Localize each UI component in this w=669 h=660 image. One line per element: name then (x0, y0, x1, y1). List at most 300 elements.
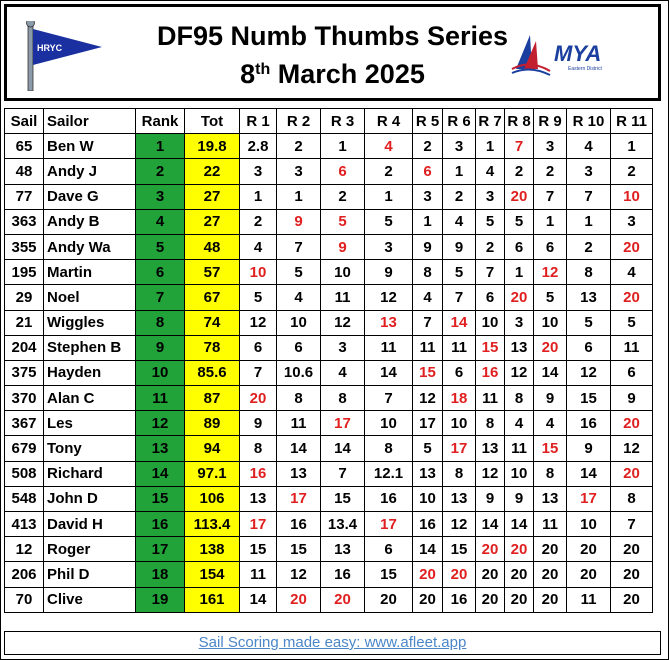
total-cell: 94 (185, 436, 240, 461)
race-score-cell: 8 (476, 411, 505, 436)
total-cell: 154 (185, 562, 240, 587)
race-score-cell: 9 (611, 386, 653, 411)
column-header: R 4 (365, 109, 413, 134)
rank-cell: 15 (136, 486, 185, 511)
race-score-cell: 17 (321, 411, 365, 436)
race-score-cell: 1 (277, 184, 321, 209)
column-header: R 10 (567, 109, 611, 134)
sailor-name-cell: Tony (44, 436, 136, 461)
total-cell: 27 (185, 209, 240, 234)
race-score-cell: 3 (365, 234, 413, 259)
race-score-cell: 20 (476, 537, 505, 562)
title-line2: 8th March 2025 (240, 59, 425, 89)
race-score-cell: 17 (443, 436, 476, 461)
race-score-cell: 17 (277, 486, 321, 511)
rank-cell: 17 (136, 537, 185, 562)
race-score-cell: 4 (611, 260, 653, 285)
race-score-cell: 5 (476, 209, 505, 234)
sailor-name-cell: Phil D (44, 562, 136, 587)
race-score-cell: 12 (240, 310, 277, 335)
sail-number-cell: 48 (5, 159, 44, 184)
race-score-cell: 13 (476, 436, 505, 461)
race-score-cell: 11 (505, 436, 534, 461)
sail-number-cell: 413 (5, 512, 44, 537)
race-score-cell: 16 (240, 461, 277, 486)
race-score-cell: 20 (611, 587, 653, 612)
table-row (5, 234, 653, 259)
total-cell: 106 (185, 486, 240, 511)
race-score-cell: 8 (505, 386, 534, 411)
table-row (5, 486, 653, 511)
race-score-cell: 13 (277, 461, 321, 486)
sail-number-cell: 77 (5, 184, 44, 209)
race-score-cell: 8 (567, 260, 611, 285)
race-score-cell: 15 (240, 537, 277, 562)
mya-logo-text: MYA (554, 41, 602, 66)
race-score-cell: 2.8 (240, 134, 277, 159)
race-score-cell: 8 (443, 461, 476, 486)
race-score-cell: 2 (534, 159, 567, 184)
rank-cell: 10 (136, 360, 185, 385)
table-row (5, 209, 653, 234)
race-score-cell: 12 (365, 285, 413, 310)
race-score-cell: 12 (534, 260, 567, 285)
sailor-name-cell: Les (44, 411, 136, 436)
race-score-cell: 20 (240, 386, 277, 411)
race-score-cell: 11 (240, 562, 277, 587)
race-score-cell: 6 (413, 159, 443, 184)
race-score-cell: 10 (365, 411, 413, 436)
race-score-cell: 6 (534, 234, 567, 259)
race-score-cell: 3 (567, 159, 611, 184)
table-header-row (5, 109, 653, 134)
race-score-cell: 9 (534, 386, 567, 411)
race-score-cell: 15 (534, 436, 567, 461)
column-header: R 6 (443, 109, 476, 134)
rank-cell: 2 (136, 159, 185, 184)
total-cell: 97.1 (185, 461, 240, 486)
race-score-cell: 17 (413, 411, 443, 436)
race-score-cell: 20 (611, 537, 653, 562)
mya-logo (510, 29, 610, 77)
race-score-cell: 2 (277, 134, 321, 159)
race-score-cell: 7 (277, 234, 321, 259)
race-score-cell: 6 (476, 285, 505, 310)
sailor-name-cell: Alan C (44, 386, 136, 411)
rank-cell: 12 (136, 411, 185, 436)
race-score-cell: 15 (443, 537, 476, 562)
column-header: Rank (136, 109, 185, 134)
race-score-cell: 5 (505, 209, 534, 234)
race-score-cell: 5 (567, 310, 611, 335)
race-score-cell: 10 (443, 411, 476, 436)
race-score-cell: 14 (476, 512, 505, 537)
race-score-cell: 3 (240, 159, 277, 184)
race-score-cell: 4 (277, 285, 321, 310)
race-score-cell: 5 (443, 260, 476, 285)
race-score-cell: 11 (567, 587, 611, 612)
race-score-cell: 20 (505, 587, 534, 612)
race-score-cell: 20 (567, 562, 611, 587)
rank-cell: 3 (136, 184, 185, 209)
column-header: R 5 (413, 109, 443, 134)
race-score-cell: 15 (567, 386, 611, 411)
rank-cell: 13 (136, 436, 185, 461)
column-header: R 7 (476, 109, 505, 134)
sailor-name-cell: Wiggles (44, 310, 136, 335)
race-score-cell: 14 (277, 436, 321, 461)
race-score-cell: 13 (505, 335, 534, 360)
race-score-cell: 14 (443, 310, 476, 335)
race-score-cell: 13 (413, 461, 443, 486)
race-score-cell: 15 (277, 537, 321, 562)
table-row (5, 537, 653, 562)
race-score-cell: 16 (365, 486, 413, 511)
race-score-cell: 20 (611, 562, 653, 587)
race-score-cell: 14 (413, 537, 443, 562)
total-cell: 138 (185, 537, 240, 562)
table-row (5, 436, 653, 461)
race-score-cell: 10 (567, 512, 611, 537)
results-table (4, 108, 653, 613)
race-score-cell: 4 (505, 411, 534, 436)
race-score-cell: 5 (321, 209, 365, 234)
total-cell: 161 (185, 587, 240, 612)
race-score-cell: 10 (321, 260, 365, 285)
total-cell: 48 (185, 234, 240, 259)
sail-number-cell: 195 (5, 260, 44, 285)
club-logo-text: HRYC (37, 43, 63, 53)
race-score-cell: 9 (476, 486, 505, 511)
table-row (5, 184, 653, 209)
race-score-cell: 14 (505, 512, 534, 537)
total-cell: 113.4 (185, 512, 240, 537)
sailor-name-cell: Dave G (44, 184, 136, 209)
total-cell: 89 (185, 411, 240, 436)
race-score-cell: 15 (476, 335, 505, 360)
race-score-cell: 1 (505, 260, 534, 285)
table-row (5, 260, 653, 285)
race-score-cell: 9 (413, 234, 443, 259)
race-score-cell: 7 (365, 386, 413, 411)
race-score-cell: 2 (321, 184, 365, 209)
race-score-cell: 20 (534, 562, 567, 587)
sail-number-cell: 375 (5, 360, 44, 385)
race-score-cell: 7 (413, 310, 443, 335)
race-score-cell: 12 (277, 562, 321, 587)
race-score-cell: 6 (240, 335, 277, 360)
race-score-cell: 8 (534, 461, 567, 486)
race-score-cell: 14 (567, 461, 611, 486)
title-line1: DF95 Numb Thumbs Series (156, 21, 509, 51)
race-score-cell: 6 (321, 159, 365, 184)
race-score-cell: 15 (321, 486, 365, 511)
rank-cell: 6 (136, 260, 185, 285)
race-score-cell: 11 (413, 335, 443, 360)
race-score-cell: 2 (476, 234, 505, 259)
race-score-cell: 2 (240, 209, 277, 234)
race-score-cell: 4 (240, 234, 277, 259)
sailor-name-cell: Andy B (44, 209, 136, 234)
sailor-name-cell: Martin (44, 260, 136, 285)
race-score-cell: 14 (321, 436, 365, 461)
race-score-cell: 8 (611, 486, 653, 511)
sail-number-cell: 355 (5, 234, 44, 259)
race-score-cell: 12 (413, 386, 443, 411)
race-score-cell: 6 (365, 537, 413, 562)
sail-number-cell: 65 (5, 134, 44, 159)
race-score-cell: 2 (413, 134, 443, 159)
race-score-cell: 7 (443, 285, 476, 310)
race-score-cell: 20 (443, 562, 476, 587)
column-header: R 8 (505, 109, 534, 134)
race-score-cell: 11 (611, 335, 653, 360)
table-row (5, 386, 653, 411)
race-score-cell: 4 (321, 360, 365, 385)
race-score-cell: 10 (277, 310, 321, 335)
race-score-cell: 3 (277, 159, 321, 184)
race-score-cell: 7 (476, 260, 505, 285)
race-score-cell: 5 (277, 260, 321, 285)
race-score-cell: 9 (505, 486, 534, 511)
race-score-cell: 13.4 (321, 512, 365, 537)
race-score-cell: 16 (567, 411, 611, 436)
sail-number-cell: 206 (5, 562, 44, 587)
race-score-cell: 4 (534, 411, 567, 436)
table-row (5, 335, 653, 360)
sailor-name-cell: David H (44, 512, 136, 537)
column-header: R 9 (534, 109, 567, 134)
race-score-cell: 7 (611, 512, 653, 537)
race-score-cell: 20 (476, 562, 505, 587)
column-header: R 11 (611, 109, 653, 134)
race-score-cell: 3 (321, 335, 365, 360)
race-score-cell: 10 (413, 486, 443, 511)
race-score-cell: 16 (476, 360, 505, 385)
sail-number-cell: 12 (5, 537, 44, 562)
race-score-cell: 1 (413, 209, 443, 234)
race-score-cell: 8 (365, 436, 413, 461)
race-score-cell: 11 (443, 335, 476, 360)
race-score-cell: 7 (534, 184, 567, 209)
race-score-cell: 16 (277, 512, 321, 537)
race-score-cell: 8 (240, 436, 277, 461)
race-score-cell: 7 (567, 184, 611, 209)
total-cell: 74 (185, 310, 240, 335)
race-score-cell: 20 (611, 285, 653, 310)
race-score-cell: 12 (321, 310, 365, 335)
race-score-cell: 7 (240, 360, 277, 385)
table-row (5, 587, 653, 612)
race-score-cell: 10 (505, 461, 534, 486)
race-score-cell: 13 (240, 486, 277, 511)
race-score-cell: 16 (321, 562, 365, 587)
race-score-cell: 6 (277, 335, 321, 360)
race-score-cell: 2 (611, 159, 653, 184)
race-score-cell: 3 (476, 184, 505, 209)
race-score-cell: 9 (443, 234, 476, 259)
sail-number-cell: 548 (5, 486, 44, 511)
rank-cell: 8 (136, 310, 185, 335)
rank-cell: 14 (136, 461, 185, 486)
race-score-cell: 11 (365, 335, 413, 360)
total-cell: 87 (185, 386, 240, 411)
column-header: Sailor (44, 109, 136, 134)
sail-number-cell: 367 (5, 411, 44, 436)
race-score-cell: 5 (413, 436, 443, 461)
rank-cell: 4 (136, 209, 185, 234)
race-score-cell: 14 (534, 360, 567, 385)
race-score-cell: 2 (567, 234, 611, 259)
sailor-name-cell: Clive (44, 587, 136, 612)
table-row (5, 562, 653, 587)
race-score-cell: 3 (611, 209, 653, 234)
race-score-cell: 8 (277, 386, 321, 411)
sail-number-cell: 679 (5, 436, 44, 461)
race-score-cell: 20 (277, 587, 321, 612)
race-score-cell: 15 (413, 360, 443, 385)
race-score-cell: 5 (534, 285, 567, 310)
race-score-cell: 16 (443, 587, 476, 612)
sailor-name-cell: Ben W (44, 134, 136, 159)
sailor-name-cell: Stephen B (44, 335, 136, 360)
mya-logo-sub: Eastern District (568, 66, 602, 72)
sail-number-cell: 29 (5, 285, 44, 310)
race-score-cell: 11 (476, 386, 505, 411)
race-score-cell: 20 (611, 461, 653, 486)
sailor-name-cell: Andy Wa (44, 234, 136, 259)
race-score-cell: 17 (567, 486, 611, 511)
race-score-cell: 11 (534, 512, 567, 537)
column-header: Tot (185, 109, 240, 134)
total-cell: 19.8 (185, 134, 240, 159)
race-score-cell: 20 (365, 587, 413, 612)
total-cell: 22 (185, 159, 240, 184)
sail-number-cell: 508 (5, 461, 44, 486)
total-cell: 78 (185, 335, 240, 360)
race-score-cell: 20 (567, 537, 611, 562)
race-score-cell: 8 (413, 260, 443, 285)
race-score-cell: 4 (365, 134, 413, 159)
table-row (5, 461, 653, 486)
total-cell: 85.6 (185, 360, 240, 385)
total-cell: 67 (185, 285, 240, 310)
race-score-cell: 20 (534, 587, 567, 612)
race-score-cell: 10 (534, 310, 567, 335)
race-score-cell: 8 (321, 386, 365, 411)
table-row (5, 411, 653, 436)
race-score-cell: 13 (365, 310, 413, 335)
rank-cell: 16 (136, 512, 185, 537)
sailor-name-cell: Andy J (44, 159, 136, 184)
rank-cell: 18 (136, 562, 185, 587)
sailor-name-cell: Richard (44, 461, 136, 486)
race-score-cell: 15 (365, 562, 413, 587)
sailor-name-cell: Noel (44, 285, 136, 310)
race-score-cell: 1 (365, 184, 413, 209)
race-score-cell: 3 (413, 184, 443, 209)
race-score-cell: 5 (240, 285, 277, 310)
rank-cell: 11 (136, 386, 185, 411)
rank-cell: 1 (136, 134, 185, 159)
rank-cell: 9 (136, 335, 185, 360)
race-score-cell: 9 (240, 411, 277, 436)
sail-number-cell: 370 (5, 386, 44, 411)
race-score-cell: 13 (443, 486, 476, 511)
race-score-cell: 20 (476, 587, 505, 612)
race-score-cell: 1 (567, 209, 611, 234)
race-score-cell: 10 (611, 184, 653, 209)
race-score-cell: 12 (443, 512, 476, 537)
race-score-cell: 6 (567, 335, 611, 360)
column-header: R 1 (240, 109, 277, 134)
race-score-cell: 17 (240, 512, 277, 537)
race-score-cell: 10 (476, 310, 505, 335)
race-score-cell: 11 (321, 285, 365, 310)
race-score-cell: 6 (611, 360, 653, 385)
race-score-cell: 4 (476, 159, 505, 184)
race-score-cell: 13 (567, 285, 611, 310)
table-row (5, 134, 653, 159)
race-score-cell: 2 (505, 159, 534, 184)
race-score-cell: 20 (611, 411, 653, 436)
race-score-cell: 4 (413, 285, 443, 310)
footer-link[interactable]: Sail Scoring made easy: www.afleet.app (198, 634, 467, 651)
table-row (5, 512, 653, 537)
race-score-cell: 9 (365, 260, 413, 285)
sailor-name-cell: Roger (44, 537, 136, 562)
race-score-cell: 4 (567, 134, 611, 159)
table-row (5, 159, 653, 184)
race-score-cell: 3 (534, 134, 567, 159)
sailor-name-cell: Hayden (44, 360, 136, 385)
race-score-cell: 1 (443, 159, 476, 184)
race-score-cell: 14 (240, 587, 277, 612)
race-score-cell: 16 (413, 512, 443, 537)
total-cell: 57 (185, 260, 240, 285)
sail-number-cell: 363 (5, 209, 44, 234)
race-score-cell: 1 (240, 184, 277, 209)
race-score-cell: 5 (611, 310, 653, 335)
column-header: R 2 (277, 109, 321, 134)
race-score-cell: 9 (567, 436, 611, 461)
race-score-cell: 1 (321, 134, 365, 159)
race-score-cell: 12 (567, 360, 611, 385)
rank-cell: 5 (136, 234, 185, 259)
race-score-cell: 3 (443, 134, 476, 159)
race-score-cell: 18 (443, 386, 476, 411)
race-score-cell: 1 (611, 134, 653, 159)
race-score-cell: 13 (321, 537, 365, 562)
race-score-cell: 1 (476, 134, 505, 159)
race-score-cell: 9 (321, 234, 365, 259)
race-score-cell: 2 (443, 184, 476, 209)
race-score-cell: 7 (321, 461, 365, 486)
race-score-cell: 14 (365, 360, 413, 385)
table-row (5, 360, 653, 385)
race-score-cell: 5 (365, 209, 413, 234)
race-score-cell: 20 (534, 537, 567, 562)
race-score-cell: 12.1 (365, 461, 413, 486)
race-score-cell: 6 (443, 360, 476, 385)
race-score-cell: 7 (505, 134, 534, 159)
race-score-cell: 3 (505, 310, 534, 335)
race-score-cell: 10 (240, 260, 277, 285)
column-header: Sail (5, 109, 44, 134)
column-header: R 3 (321, 109, 365, 134)
race-score-cell: 20 (413, 587, 443, 612)
race-score-cell: 20 (534, 335, 567, 360)
